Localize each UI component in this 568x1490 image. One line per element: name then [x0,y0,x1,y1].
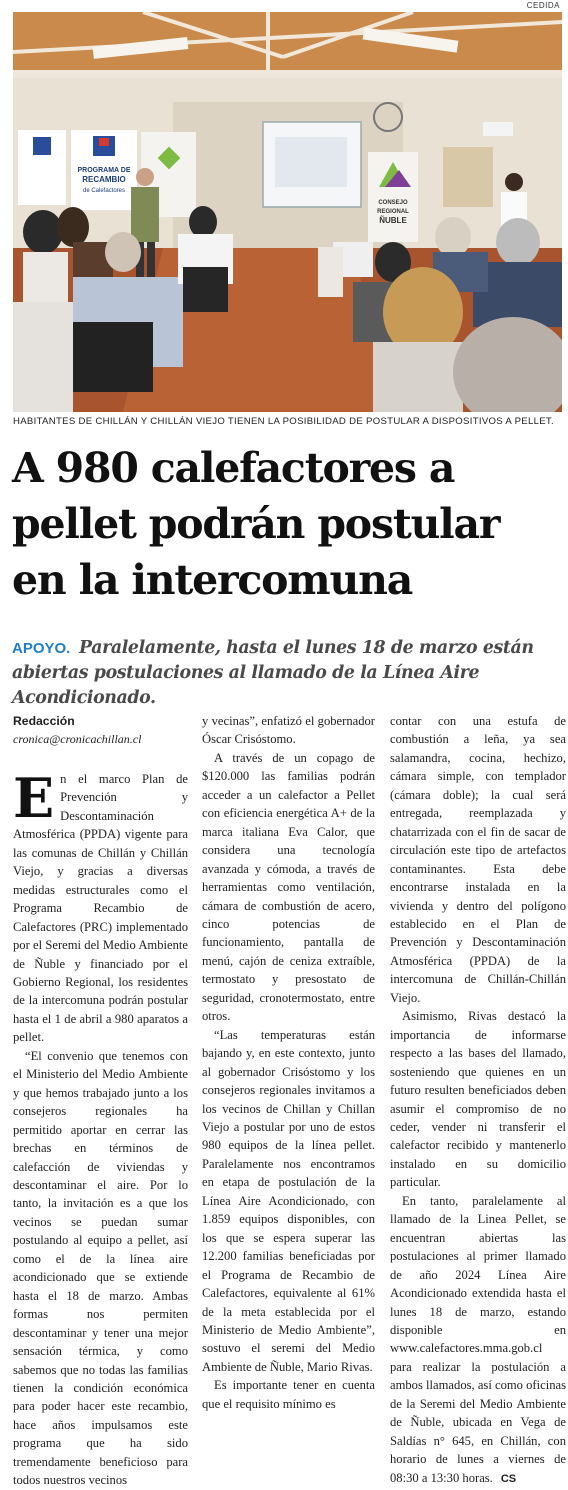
col2-p0: y vecinas”, enfatizó el gobernador Óscar Crisóstomo. [202,714,375,747]
photo-caption: HABITANTES DE CHILLÁN Y CHILLÁN VIEJO TIENEN LA POSIBILIDAD DE POSTULAR A DISPOSITIVOS A PELLET. [13,416,554,427]
col3-p2-text: En tanto, paralelamente al llamado de la Linea Pellet, se encuentran abiertas las postulaciones al primer llamado de año 2024 Línea Aire Acondicionado extendida hasta el lunes 18 de marzo, estando disponible en www.calefactores.mma.gob.cl para realizar la postulación a ambos llamados, así como oficinas de la Seremi del Medio Ambiente de Ñuble, ubicada en Vega de Saldías n° 645, en Chillán, con horario de lunes a viernes de 08:30 a 13:30 horas. [390,1193,566,1485]
lead-paragraph [13,766,188,1047]
col2-p1: A través de un copago de $120.000 las familias podrán acceder a un calefactor a Pellet con eficiencia energética A+ de la marca italiana Eva Calor, que considera una tecnología avanzada y cómoda, a través de herramientas como ventilación, cámara de combustión de acero, cinco potencias de funcionamiento, pantalla de menú, cajón de ceniza extraíble, termostato y presostato de seguridad, cronotermostato, entre otros. [202,750,375,1024]
meeting-room-illustration [13,12,562,412]
headline: A 980 calefactores a pellet podrán postular en la intercomuna [12,444,500,604]
kicker-tag: APOYO. [12,640,71,657]
col3-p2 [390,1192,566,1488]
kicker [12,636,564,711]
column-3 [390,712,566,1488]
article-photo [13,12,562,412]
col2-p2: “Las temperaturas están bajando y, en este contexto, junto al gobernador Crisóstomo y los consejeros regionales invitamos a los vecinos de Chillan y Chillan Viejo a postular por uno de estos 980 equipos de la línea pellet. Paralelamente nos encontramos en etapa de postulación de la Línea Aire Acondicionado, con 1.859 equipos disponibles, con los que se espera superar las 12.200 familias beneficiadas por el Programa de Recambio de Calefactores, equivalente al 61% de la meta establecida por el Ministerio de Medio Ambiente”, sostuvo el seremi del Medio Ambiente de Ñuble, Mario Rivas. [202,1027,375,1374]
kicker-text: Paralelamente, hasta el lunes 18 de marzo están abiertas postulaciones al llamado de la Línea Aire Acondicionado. [12,638,534,708]
drop-cap: E [13,766,55,830]
col1-p1: n el marco Plan de Prevención y Descontaminación Atmosférica (PPDA) vigente para las comunas de Chillán y Chillán Viejo, y gracias a diversas medidas estructurales como el Programa Recambio de Calefactores (PRC) implementado por el Seremi del Medio Ambiente de Ñuble y financiado por el Gobierno Regional, los residentes de la intercomuna podrán postular hasta el 1 de abril a 980 aparatos a pellet. [13,772,188,1045]
col3-p1: Asimismo, Rivas destacó la importancia de informarse respecto a las bases del llamado, sosteniendo que quienes en un futuro resulten beneficiados deben asumir el compromiso de no ceder, vender ni transferir el calefactor recibido y mantenerlo instalado en su domicilio particular. [390,1009,566,1190]
column-2 [202,712,375,1413]
author-email[interactable]: cronica@cronicachillan.cl [13,732,142,746]
col2-p3: Es importante tener en cuenta que el requisito mínimo es [202,1378,375,1411]
col1-p2: “El convenio que tenemos con el Ministerio del Medio Ambiente y que hemos trabajado junto a los consejeros regionales ha permitido aportar en cerrar las brechas en términos de calefacción de viviendas y descontaminar el aire. Por lo tanto, la invitación es a que los vecinos se puedan sumar postulando al equipo a pellet, así como el de la línea aire acondicionado que se extiende hasta el 18 de marzo. Ambas formas nos permiten descontaminar y tener una mejor sensación térmica, y como sabemos que no todas las familias tienen la condición económica para poder hacer este recambio, hace años impulsamos este programa que ha sido tremendamente beneficioso para todos nuestros vecinos [13,1048,188,1488]
byline: Redacción [13,714,75,728]
banner-left-line3: de Calefactores [82,188,126,194]
col3-p0: contar con una estufa de combustión a leña, ya sea salamandra, cocina, hechizo, cámara simple, con templador (cámara doble); la cual será entregada, reemplazada y chatarrizada con el fin de sacar de circulación este tipo de artefactos contaminantes. Esta debe encontrarse instalada en la vivienda y dentro del polígono establecido en el Plan de Prevención y Descontaminación Atmosférica (PPDA) de la intercomuna de Chillán-Chillán Viejo. [390,714,566,1005]
banner-right-line2: REGIONAL [377,209,409,215]
banner-left-line1: PROGRAMA DE [77,167,131,174]
banner-right-line1: CONSEJO [378,200,408,206]
column-1 [13,712,188,1490]
end-mark-icon: CS [500,1472,517,1485]
banner-left-line2: RECAMBIO [82,175,126,184]
photo-credit: CEDIDA [526,1,560,10]
banner-right-line3: ÑUBLE [379,216,407,225]
